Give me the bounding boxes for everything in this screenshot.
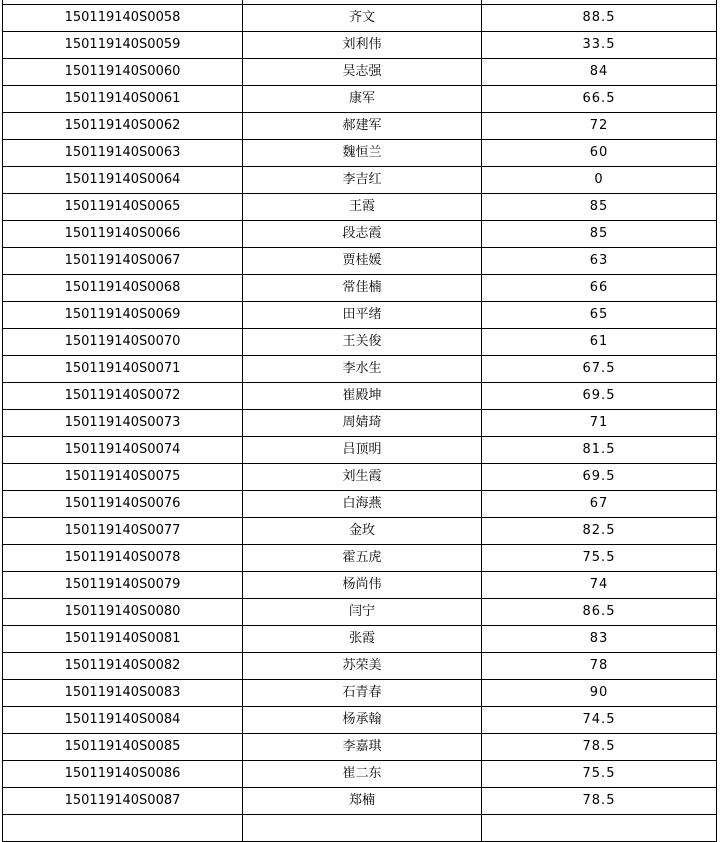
candidate-name-cell: 王霞 <box>243 194 482 221</box>
table-row <box>3 734 717 761</box>
candidate-name-cell: 段志霞 <box>243 221 482 248</box>
candidate-name-cell: 郝建军 <box>243 113 482 140</box>
table-row <box>3 491 717 518</box>
table-row <box>3 356 717 383</box>
table-row <box>3 302 717 329</box>
candidate-score-cell: 85 <box>482 221 717 248</box>
table-row <box>3 464 717 491</box>
candidate-id-cell: 150119140S0079 <box>3 572 243 599</box>
candidate-score-cell: 60 <box>482 140 717 167</box>
candidate-score-cell: 74 <box>482 572 717 599</box>
candidate-name-cell: 张霞 <box>243 626 482 653</box>
candidate-score-cell: 67.5 <box>482 356 717 383</box>
candidate-score-cell: 0 <box>482 167 717 194</box>
candidate-name-cell: 周婧琦 <box>243 410 482 437</box>
table-row <box>3 788 717 815</box>
candidate-id-cell: 150119140S0061 <box>3 86 243 113</box>
candidate-score-cell: 78.5 <box>482 788 717 815</box>
candidate-name-cell: 田平绪 <box>243 302 482 329</box>
table-row <box>3 113 717 140</box>
table-row <box>3 275 717 302</box>
candidate-score-cell: 74.5 <box>482 707 717 734</box>
candidate-name-cell: 金玫 <box>243 518 482 545</box>
candidate-name-cell: 闫宁 <box>243 599 482 626</box>
table-row <box>3 5 717 32</box>
candidate-id-cell: 150119140S0063 <box>3 140 243 167</box>
candidate-id-cell: 150119140S0065 <box>3 194 243 221</box>
candidate-id-cell: 150119140S0085 <box>3 734 243 761</box>
candidate-id-cell: 150119140S0086 <box>3 761 243 788</box>
table-row <box>3 680 717 707</box>
score-table <box>2 0 717 842</box>
candidate-name-cell: 白海燕 <box>243 491 482 518</box>
table-row <box>3 221 717 248</box>
table-row <box>3 626 717 653</box>
candidate-name-cell: 刘利伟 <box>243 32 482 59</box>
candidate-id-cell: 150119140S0060 <box>3 59 243 86</box>
candidate-score-cell: 78.5 <box>482 734 717 761</box>
candidate-id-cell: 150119140S0077 <box>3 518 243 545</box>
candidate-score-cell: 78 <box>482 653 717 680</box>
candidate-score-cell: 72 <box>482 113 717 140</box>
candidate-id-cell: 150119140S0066 <box>3 221 243 248</box>
table-row <box>3 572 717 599</box>
candidate-score-cell: 90 <box>482 680 717 707</box>
table-row <box>3 140 717 167</box>
candidate-name-cell: 吴志强 <box>243 59 482 86</box>
candidate-score-cell: 81.5 <box>482 437 717 464</box>
candidate-id-cell: 150119140S0059 <box>3 32 243 59</box>
candidate-id-cell: 150119140S0078 <box>3 545 243 572</box>
candidate-id-cell: 150119140S0074 <box>3 437 243 464</box>
candidate-score-cell: 83 <box>482 626 717 653</box>
candidate-name-cell: 杨承翰 <box>243 707 482 734</box>
table-row <box>3 383 717 410</box>
candidate-id-cell: 150119140S0067 <box>3 248 243 275</box>
candidate-score-cell: 66.5 <box>482 86 717 113</box>
candidate-name-cell: 齐文 <box>243 5 482 32</box>
table-row <box>3 167 717 194</box>
table-row <box>3 410 717 437</box>
candidate-score-cell: 63 <box>482 248 717 275</box>
candidate-name-cell: 李水生 <box>243 356 482 383</box>
candidate-name-cell: 霍五虎 <box>243 545 482 572</box>
candidate-name-cell: 苏荣美 <box>243 653 482 680</box>
candidate-score-cell: 33.5 <box>482 32 717 59</box>
candidate-score-cell: 71 <box>482 410 717 437</box>
candidate-score-cell: 84 <box>482 59 717 86</box>
candidate-name-cell: 常佳楠 <box>243 275 482 302</box>
table-row <box>3 761 717 788</box>
table-row <box>3 545 717 572</box>
candidate-id-cell: 150119140S0058 <box>3 5 243 32</box>
candidate-name-cell: 康军 <box>243 86 482 113</box>
table-row <box>3 437 717 464</box>
candidate-id-cell: 150119140S0062 <box>3 113 243 140</box>
candidate-score-cell: 85 <box>482 194 717 221</box>
candidate-score-cell: 86.5 <box>482 599 717 626</box>
candidate-score-cell: 61 <box>482 329 717 356</box>
candidate-name-cell: 崔殿坤 <box>243 383 482 410</box>
candidate-id-cell: 150119140S0083 <box>3 680 243 707</box>
candidate-score-cell: 67 <box>482 491 717 518</box>
candidate-id-cell: 150119140S0072 <box>3 383 243 410</box>
candidate-id-cell: 150119140S0081 <box>3 626 243 653</box>
candidate-id-cell: 150119140S0076 <box>3 491 243 518</box>
table-row <box>3 518 717 545</box>
candidate-id-cell: 150119140S0087 <box>3 788 243 815</box>
candidate-name-cell: 崔二东 <box>243 761 482 788</box>
candidate-id-cell: 150119140S0070 <box>3 329 243 356</box>
candidate-score-cell: 69.5 <box>482 464 717 491</box>
table-row <box>3 599 717 626</box>
candidate-name-cell: 李吉红 <box>243 167 482 194</box>
candidate-name-cell: 郑楠 <box>243 788 482 815</box>
table-row <box>3 194 717 221</box>
table-row <box>3 653 717 680</box>
candidate-name-cell: 魏恒兰 <box>243 140 482 167</box>
table-row <box>3 329 717 356</box>
candidate-id-cell: 150119140S0073 <box>3 410 243 437</box>
candidate-name-cell: 李嘉琪 <box>243 734 482 761</box>
candidate-score-cell: 82.5 <box>482 518 717 545</box>
candidate-id-cell: 150119140S0071 <box>3 356 243 383</box>
table-row <box>3 86 717 113</box>
candidate-name-cell: 王关俊 <box>243 329 482 356</box>
candidate-name-cell: 刘生霞 <box>243 464 482 491</box>
table-row <box>3 707 717 734</box>
candidate-id-cell: 150119140S0064 <box>3 167 243 194</box>
candidate-id-cell: 150119140S0084 <box>3 707 243 734</box>
score-table-body <box>3 0 717 842</box>
candidate-name-cell: 贾桂媛 <box>243 248 482 275</box>
candidate-score-cell: 75.5 <box>482 545 717 572</box>
candidate-score-cell: 88.5 <box>482 5 717 32</box>
candidate-name-cell: 石青春 <box>243 680 482 707</box>
table-row <box>3 248 717 275</box>
candidate-score-cell: 69.5 <box>482 383 717 410</box>
candidate-id-cell: 150119140S0068 <box>3 275 243 302</box>
candidate-id-cell: 150119140S0080 <box>3 599 243 626</box>
candidate-id-cell: 150119140S0082 <box>3 653 243 680</box>
table-row <box>3 32 717 59</box>
candidate-id-cell: 150119140S0075 <box>3 464 243 491</box>
candidate-id-cell: 150119140S0069 <box>3 302 243 329</box>
table-row <box>3 59 717 86</box>
candidate-score-cell: 65 <box>482 302 717 329</box>
candidate-score-cell: 66 <box>482 275 717 302</box>
candidate-name-cell: 吕顶明 <box>243 437 482 464</box>
candidate-name-cell: 杨尚伟 <box>243 572 482 599</box>
candidate-score-cell: 75.5 <box>482 761 717 788</box>
